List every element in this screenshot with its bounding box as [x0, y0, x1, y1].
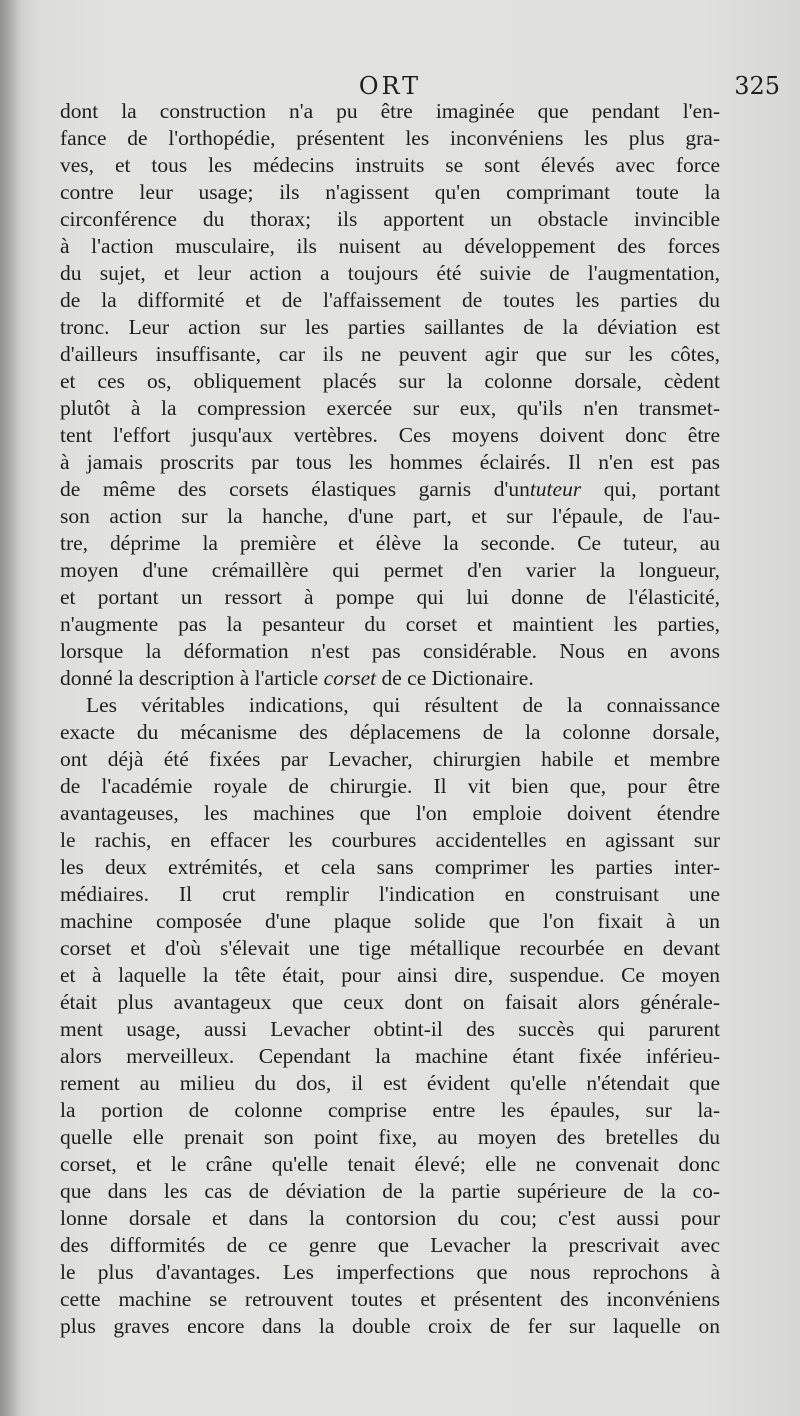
text-segment: quelle elle prenait son point fixe, au moyen des bretelles du	[60, 1125, 720, 1149]
text-segment: de la difformité et de l'affaissement de toutes les parties du	[60, 288, 720, 312]
text-line	[60, 1124, 720, 1151]
text-line	[60, 773, 720, 800]
text-line	[60, 935, 720, 962]
text-line	[60, 260, 720, 287]
text-line	[60, 206, 720, 233]
text-line	[60, 152, 720, 179]
text-segment: qui, portant	[581, 477, 720, 501]
text-segment: n'augmente pas la pesanteur du corset et maintient les parties,	[60, 612, 720, 636]
text-segment: Les véritables indications, qui résultent de la connaissance	[86, 693, 720, 717]
text-segment: ont déjà été fixées par Levacher, chirurgien habile et membre	[60, 747, 720, 771]
text-line	[60, 881, 720, 908]
text-segment: de ce Dictionaire.	[376, 666, 534, 690]
paragraph-1	[60, 98, 720, 692]
text-line	[60, 962, 720, 989]
text-segment: tronc. Leur action sur les parties saillantes de la déviation est	[60, 315, 720, 339]
text-line	[60, 503, 720, 530]
text-segment: la portion de colonne comprise entre les épaules, sur la-	[60, 1098, 720, 1122]
text-line	[60, 692, 720, 719]
text-segment: corset, et le crâne qu'elle tenait élevé; elle ne convenait donc	[60, 1152, 720, 1176]
text-line	[60, 233, 720, 260]
text-line	[60, 1286, 720, 1313]
text-line	[60, 1151, 720, 1178]
text-segment: lorsque la déformation n'est pas considérable. Nous en avons	[60, 639, 720, 663]
text-segment: à jamais proscrits par tous les hommes éclairés. Il n'en est pas	[60, 450, 720, 474]
text-segment: lonne dorsale et dans la contorsion du cou; c'est aussi pour	[60, 1206, 720, 1230]
text-line	[60, 1097, 720, 1124]
text-line	[60, 422, 720, 449]
text-segment: rement au milieu du dos, il est évident qu'elle n'étendait que	[60, 1071, 720, 1095]
text-segment: tre, déprime la première et élève la seconde. Ce tuteur, au	[60, 531, 720, 555]
paragraph-2	[60, 692, 720, 1340]
text-segment: alors merveilleux. Cependant la machine étant fixée inférieu-	[60, 1044, 720, 1068]
text-line	[60, 611, 720, 638]
text-segment: cette machine se retrouvent toutes et présentent des inconvéniens	[60, 1287, 720, 1311]
text-line	[60, 1232, 720, 1259]
text-segment: moyen d'une crémaillère qui permet d'en varier la longueur,	[60, 558, 720, 582]
text-line	[60, 341, 720, 368]
text-segment: d'ailleurs insuffisante, car ils ne peuvent agir que sur les côtes,	[60, 342, 720, 366]
text-line	[60, 1313, 720, 1340]
running-head-title: ORT	[358, 72, 422, 100]
text-line	[60, 125, 720, 152]
text-segment: des difformités de ce genre que Levacher la prescrivait avec	[60, 1233, 720, 1257]
text-line	[60, 638, 720, 665]
text-segment: que dans les cas de déviation de la partie supérieure de la co-	[60, 1179, 720, 1203]
text-segment: avantageuses, les machines que l'on emploie doivent étendre	[60, 801, 720, 825]
text-line	[60, 449, 720, 476]
text-line	[60, 179, 720, 206]
text-line	[60, 1043, 720, 1070]
text-line	[60, 98, 720, 125]
text-segment: circonférence du thorax; ils apportent un obstacle invincible	[60, 207, 720, 231]
italic-word: tuteur	[529, 477, 582, 501]
text-line	[60, 395, 720, 422]
text-segment: fance de l'orthopédie, présentent les inconvéniens les plus gra-	[60, 126, 720, 150]
text-segment: plus graves encore dans la double croix de fer sur laquelle on	[60, 1314, 720, 1338]
text-line	[60, 1205, 720, 1232]
text-line	[60, 1016, 720, 1043]
text-line	[60, 854, 720, 881]
text-line	[60, 1070, 720, 1097]
text-segment: de l'académie royale de chirurgie. Il vit bien que, pour être	[60, 774, 720, 798]
text-segment: exacte du mécanisme des déplacemens de la colonne dorsale,	[60, 720, 720, 744]
body-text	[60, 98, 720, 1340]
text-segment: son action sur la hanche, d'une part, et sur l'épaule, de l'au-	[60, 504, 720, 528]
italic-word: corset	[323, 666, 377, 690]
text-line	[60, 557, 720, 584]
text-segment: dont la construction n'a pu être imaginée que pendant l'en-	[60, 99, 720, 123]
text-segment: et portant un ressort à pompe qui lui donne de l'élasticité,	[60, 585, 720, 609]
text-line	[60, 665, 720, 692]
text-line	[60, 989, 720, 1016]
text-segment: contre leur usage; ils n'agissent qu'en comprimant toute la	[60, 180, 720, 204]
text-segment: de même des corsets élastiques garnis d'un	[60, 477, 530, 501]
text-segment: tent l'effort jusqu'aux vertèbres. Ces moyens doivent donc être	[60, 423, 720, 447]
text-segment: le plus d'avantages. Les imperfections que nous reprochons à	[60, 1260, 720, 1284]
text-segment: corset et d'où s'élevait une tige métallique recourbée en devant	[60, 936, 720, 960]
text-line	[60, 530, 720, 557]
text-segment: ves, et tous les médecins instruits se sont élevés avec force	[60, 153, 720, 177]
text-line	[60, 908, 720, 935]
text-segment: plutôt à la compression exercée sur eux, qu'ils n'en transmet-	[60, 396, 720, 420]
page-number: 325	[734, 72, 780, 100]
text-segment: et ces os, obliquement placés sur la colonne dorsale, cèdent	[60, 369, 720, 393]
text-line	[60, 314, 720, 341]
text-segment: à l'action musculaire, ils nuisent au développement des forces	[60, 234, 720, 258]
text-line	[60, 1259, 720, 1286]
text-segment: du sujet, et leur action a toujours été suivie de l'augmentation,	[60, 261, 720, 285]
text-line	[60, 746, 720, 773]
text-segment: ment usage, aussi Levacher obtint-il des succès qui parurent	[60, 1017, 720, 1041]
text-line	[60, 476, 720, 503]
text-segment: était plus avantageux que ceux dont on faisait alors générale-	[60, 990, 720, 1014]
text-segment: les deux extrémités, et cela sans comprimer les parties inter-	[60, 855, 720, 879]
text-line	[60, 800, 720, 827]
text-line	[60, 287, 720, 314]
text-segment: médiaires. Il crut remplir l'indication en construisant une	[60, 882, 720, 906]
text-segment: donné la description à l'article	[60, 666, 319, 690]
gutter-shadow	[0, 0, 22, 1416]
text-line	[60, 368, 720, 395]
text-segment: et à laquelle la tête était, pour ainsi dire, suspendue. Ce moyen	[60, 963, 720, 987]
text-line	[60, 827, 720, 854]
text-segment: le rachis, en effacer les courbures accidentelles en agissant sur	[60, 828, 720, 852]
text-line	[60, 1178, 720, 1205]
text-line	[60, 719, 720, 746]
text-segment: machine composée d'une plaque solide que l'on fixait à un	[60, 909, 720, 933]
text-line	[60, 584, 720, 611]
